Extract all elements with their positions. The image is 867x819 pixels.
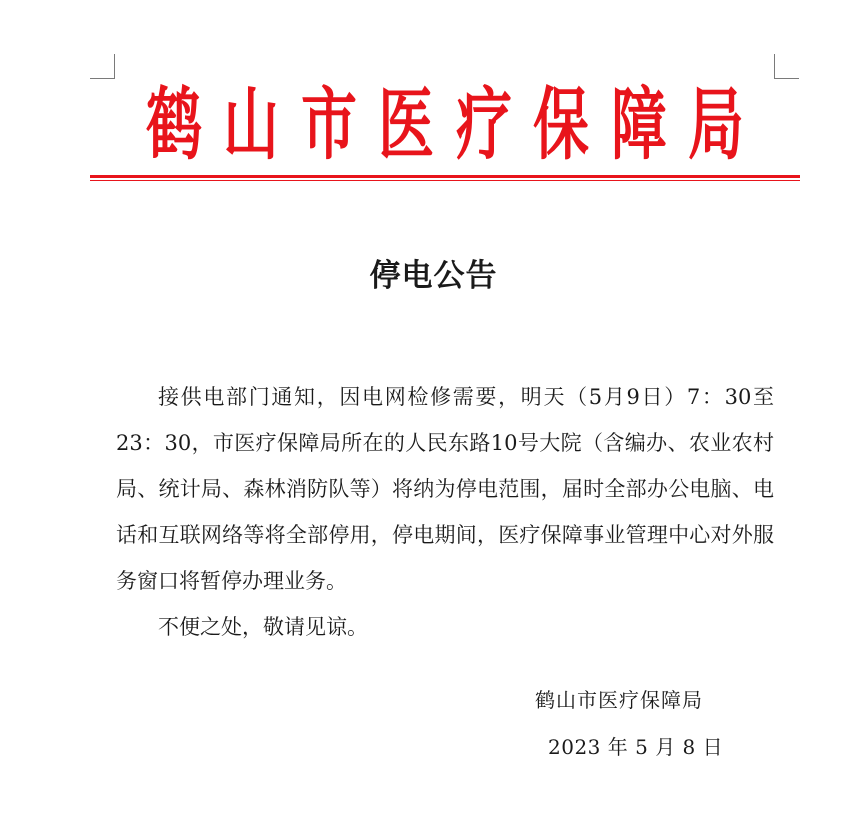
letterhead-char: 局 [688,80,744,171]
letterhead-char: 鹤 [146,80,202,171]
letterhead-divider-thin [90,180,800,181]
body-paragraph: 接供电部门通知，因电网检修需要，明天（5月9日）7：30至23：30，市医疗保障局所在的人民东路10号大院（含编办、农业农村局、统计局、森林消防队等）将纳为停电范围，届时全部办公电脑、电话和互联网络等将全部停用，停电期间，医疗保障事业管理中心对外服务窗口将暂停办理业务。 [116,385,774,593]
document-title: 停电公告 [369,258,498,294]
document-body [116,374,774,650]
letterhead-divider-thick [90,175,800,178]
letterhead-char: 山 [223,80,280,171]
letterhead-char: 市 [300,80,357,171]
crop-mark-top-left [90,54,115,79]
letterhead-char: 保 [533,80,590,171]
letterhead-char: 障 [610,80,667,171]
letterhead-char: 医 [378,80,435,171]
body-paragraph: 不便之处，敬请见谅。 [158,615,368,639]
letterhead-char: 疗 [455,80,512,171]
letterhead [90,80,800,172]
crop-mark-top-right [774,54,799,79]
signature-organization-text: 鹤山市医疗保障局 [535,688,703,712]
signature-date-text: 2023 年 5 月 8 日 [548,735,724,759]
